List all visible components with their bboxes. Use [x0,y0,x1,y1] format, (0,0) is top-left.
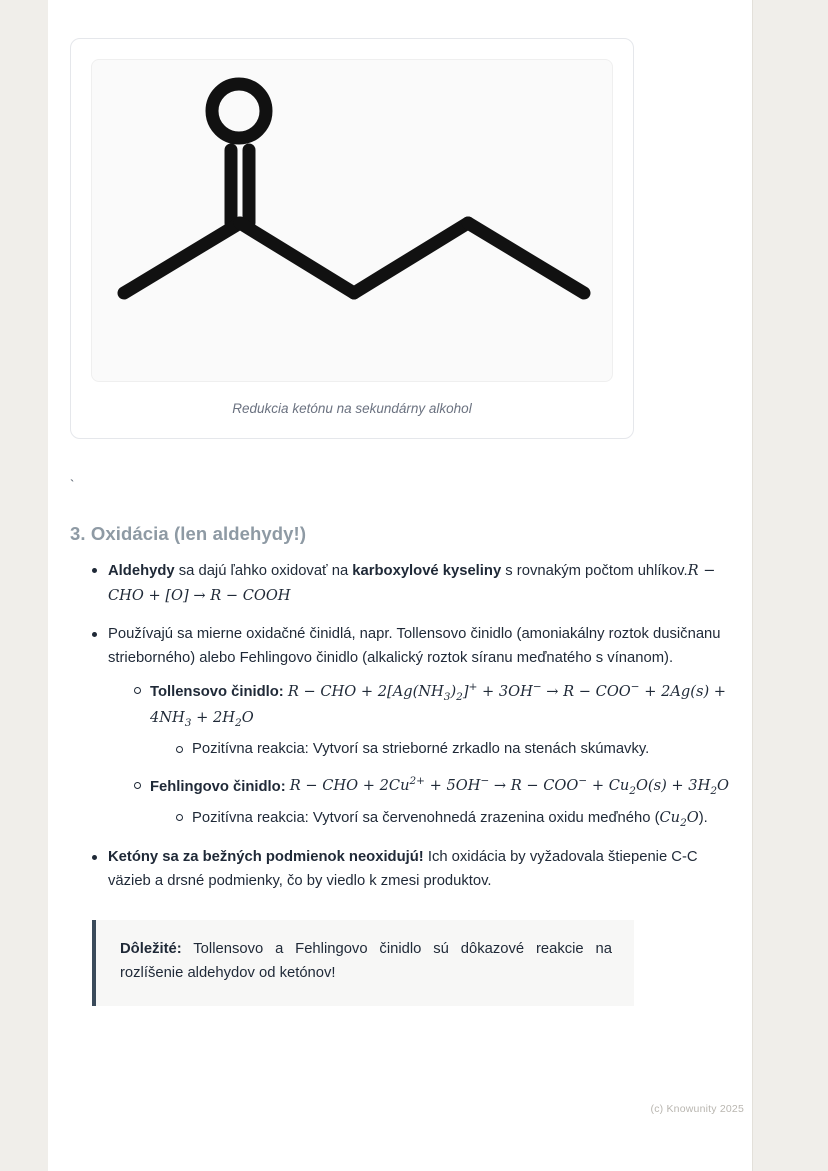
document-content [70,38,730,1006]
bullet-1-lead: Aldehydy [108,563,175,579]
list-item [134,774,730,833]
reagent-list [108,679,730,832]
important-callout [92,920,634,1006]
list-item [92,623,730,832]
bullet-1-text-1: sa dajú ľahko oxidovať na [174,563,353,579]
stray-mark: ` [70,477,75,492]
list-item [92,559,730,609]
reagent-0-result: Pozitívna reakcia: Vytvorí sa strieborné zrkadlo na stenách skúmavky. [192,740,650,757]
ketone-skeletal-structure-icon [92,71,612,371]
callout-label: Dôležité: [120,941,182,958]
bullet-1-formula: R − CHO + [O] → R − COOH [108,562,716,604]
reagent-0-equation: R − CHO + $2[Ag(NH_3)_2]^+ + 3OH^- \to R - COO^- + 2Ag(s) + 4NH_3 + 2H_2O$ [150,680,727,729]
figure-caption: Redukcia ketónu na sekundárny alkohol [232,401,472,416]
callout-text: Tollensovo a Fehlingovo činidlo sú dôkazové reakcie na rozlíšenie aldehydov od ketónov! [120,941,612,982]
list-item [176,738,730,762]
page-title: 3. Oxidácia (len aldehydy!) [70,523,307,544]
bullet-1-bold-2: karboxylové kyseliny [352,563,502,579]
list-item [92,846,730,894]
figure-card [70,38,634,439]
list-item [134,679,730,762]
figure-image-area [91,59,613,382]
bullet-2-text: Používajú sa mierne oxidačné činidlá, napr. Tollensovo činidlo (amoniakálny roztok dusičnanu strieborného) alebo Fehlingovo činidlo (alkalický roztok síranu meďnatého s vínanom). [108,625,721,666]
bullet-3-text: Ich oxidácia by vyžadovala štiepenie C-C väzieb a drsné podmienky, čo by viedlo k zmesi produktov. [108,849,698,890]
reagent-1-name: Fehlingovo činidlo: [150,778,286,795]
oxidation-list [70,559,730,894]
document-page [48,0,752,1171]
bullet-1-text-2: s rovnakým počtom uhlíkov. [501,563,688,579]
reagent-0-name: Tollensovo činidlo: [150,683,284,700]
reagent-1-result-list [150,806,730,832]
reagent-1-equation: R − CHO + $2Cu^{2+} + 5OH^- \to R - COO^- + Cu_2O(s) + 3H_2O$ [289,775,729,798]
reagent-0-result-list [150,738,730,762]
list-item [176,806,730,832]
page-right-margin [752,0,828,1171]
footer-credit: (c) Knowunity 2025 [650,1103,744,1115]
reagent-1-result: Pozitívna reakcia: Vytvorí sa červenohnedá zrazenina oxidu meďného $(Cu_2O)$. [192,809,708,830]
bullet-3-lead: Ketóny sa za bežných podmienok neoxidujú! [108,849,424,866]
